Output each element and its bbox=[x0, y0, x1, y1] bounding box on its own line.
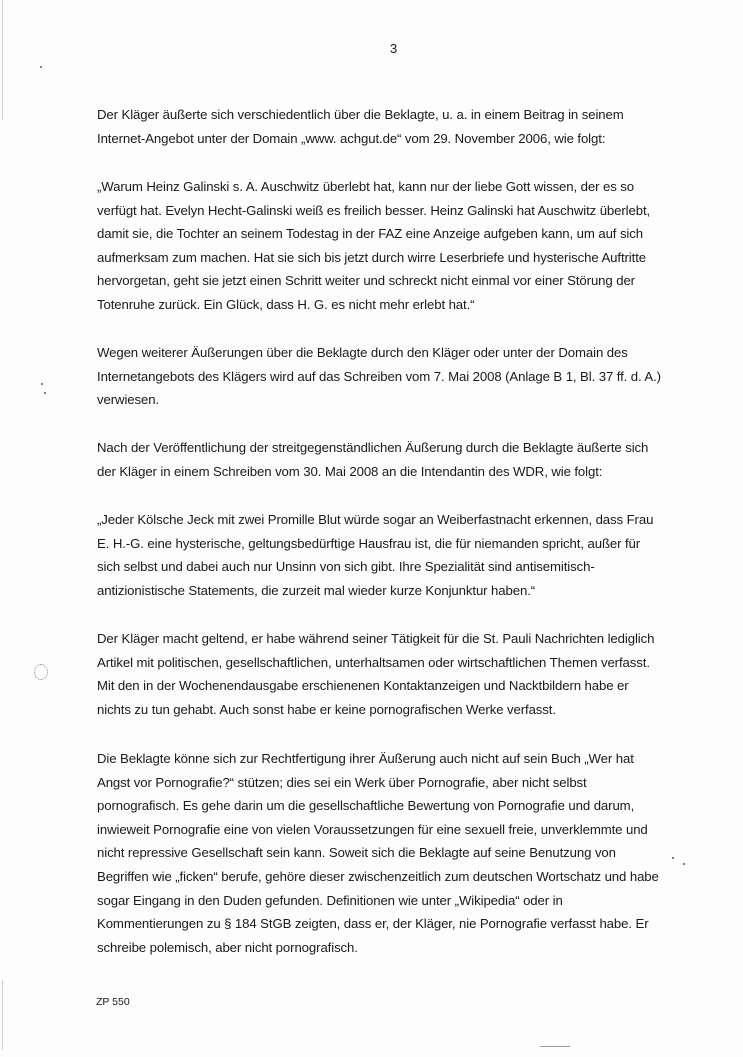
paragraph-2 bbox=[97, 341, 702, 412]
quote-1 bbox=[97, 175, 702, 317]
footer-code: ZP 550 bbox=[96, 996, 130, 1008]
scan-speck bbox=[683, 863, 685, 865]
text-line: Der Kläger äußerte sich verschiedentlich über die Beklagte, u. a. in einem Beitrag in seinem bbox=[97, 107, 624, 122]
text-line: der Kläger in einem Schreiben vom 30. Mai 2008 an die Intendantin des WDR, wie folgt: bbox=[97, 463, 603, 479]
page-number: 3 bbox=[390, 41, 398, 56]
text-line: damit sie, die Tochter an seinem Todestag in der FAZ eine Anzeige aufgeben kann, um auf sich bbox=[97, 226, 643, 242]
scan-speck bbox=[672, 857, 674, 859]
quote-2 bbox=[97, 508, 702, 602]
text-line: „Warum Heinz Galinski s. A. Auschwitz überlebt hat, kann nur der liebe Gott wissen, der es so bbox=[97, 179, 635, 194]
paragraph-4 bbox=[97, 627, 702, 721]
punch-hole-mark bbox=[34, 664, 48, 680]
text-line: Internetangebots des Klägers wird auf das Schreiben vom 7. Mai 2008 (Anlage B 1, Bl. 37 ff. d. A.) bbox=[97, 368, 661, 384]
text-line: Artikel mit politischen, gesellschaftlichen, unterhaltsamen oder wirtschaftlichen Themen verfasst. bbox=[97, 654, 650, 670]
text-line: Begriffen wie „ficken“ berufe, gehöre dieser zwischenzeitlich zum deutschen Wortschatz und habe bbox=[97, 868, 659, 884]
text-line: aufmerksam zum machen. Hat sie sich bis jetzt durch wirre Leserbriefe und hysterische Auftritte bbox=[97, 249, 646, 265]
text-line: Mit den in der Wochenendausgabe erschienenen Kontaktanzeigen und Nacktbildern habe er bbox=[97, 678, 629, 694]
scan-speck bbox=[44, 392, 46, 394]
paragraph-3 bbox=[97, 436, 702, 483]
text-line: Angst vor Pornografie?“ stützen; dies sei ein Werk über Pornografie, aber nicht selbst bbox=[97, 774, 587, 790]
text-line: schreibe polemisch, aber nicht pornografisch. bbox=[97, 939, 358, 955]
text-line: antizionistische Statements, die zurzeit mal wieder kurze Konjunktur haben.“ bbox=[97, 582, 536, 598]
paragraph-5 bbox=[97, 747, 702, 959]
text-line: nichts zu tun gehabt. Auch sonst habe er keine pornografischen Werke verfasst. bbox=[97, 701, 556, 717]
scan-edge-mark bbox=[2, 980, 3, 1050]
text-line: Der Kläger macht geltend, er habe während seiner Tätigkeit für die St. Pauli Nachrichten lediglich bbox=[97, 631, 655, 646]
text-line: nicht repressive Gesellschaft sein kann. Soweit sich die Beklagte auf seine Benutzung von bbox=[97, 845, 616, 861]
text-line: sogar Eingang in den Duden gefunden. Definitionen wie unter „Wikipedia“ oder in bbox=[97, 892, 563, 908]
text-line: sich selbst und dabei auch nur Unsinn von sich gibt. Ihre Spezialität sind antisemitisch- bbox=[97, 559, 595, 575]
text-line: Totenruhe zurück. Ein Glück, dass H. G. es nicht mehr erlebt hat.“ bbox=[97, 296, 475, 312]
scan-speck bbox=[40, 66, 42, 68]
text-line: verwiesen. bbox=[97, 392, 160, 408]
text-line: Wegen weiterer Äußerungen über die Beklagte durch den Kläger oder unter der Domain des bbox=[97, 345, 628, 360]
text-line: verfügt hat. Evelyn Hecht-Galinski weiß es freilich besser. Heinz Galinski hat Auschwitz überlebt, bbox=[97, 202, 651, 218]
text-line: E. H.-G. eine hysterische, geltungsbedürftige Hausfrau ist, die für niemanden spricht, außer für bbox=[97, 535, 641, 551]
paragraph-1 bbox=[97, 103, 702, 150]
text-line: Internet-Angebot unter der Domain „www. achgut.de“ vom 29. November 2006, wie folgt: bbox=[97, 130, 606, 146]
text-line: Kommentierungen zu § 184 StGB zeigten, dass er, der Kläger, nie Pornografie verfasst habe. Er bbox=[97, 916, 649, 932]
text-line: hervorgetan, geht sie jetzt einen Schritt weiter und schreckt nicht einmal vor einer Störung der bbox=[97, 273, 635, 289]
text-line: Die Beklagte könne sich zur Rechtfertigung ihrer Äußerung auch nicht auf sein Buch „Wer hat bbox=[97, 751, 634, 766]
text-line: pornografisch. Es gehe darin um die gesellschaftliche Bewertung von Pornografie und darum, bbox=[97, 798, 635, 814]
text-line: „Jeder Kölsche Jeck mit zwei Promille Blut würde sogar an Weiberfastnacht erkennen, dass Frau bbox=[97, 512, 654, 527]
scan-edge-mark bbox=[2, 0, 3, 120]
text-line: Nach der Veröffentlichung der streitgegenständlichen Äußerung durch die Beklagte äußerte sich bbox=[97, 440, 649, 455]
scan-speck bbox=[540, 1046, 570, 1047]
text-line: inwieweit Pornografie eine von vielen Voraussetzungen für eine sexuell freie, unverklemmte und bbox=[97, 821, 648, 837]
scan-speck bbox=[41, 383, 43, 385]
